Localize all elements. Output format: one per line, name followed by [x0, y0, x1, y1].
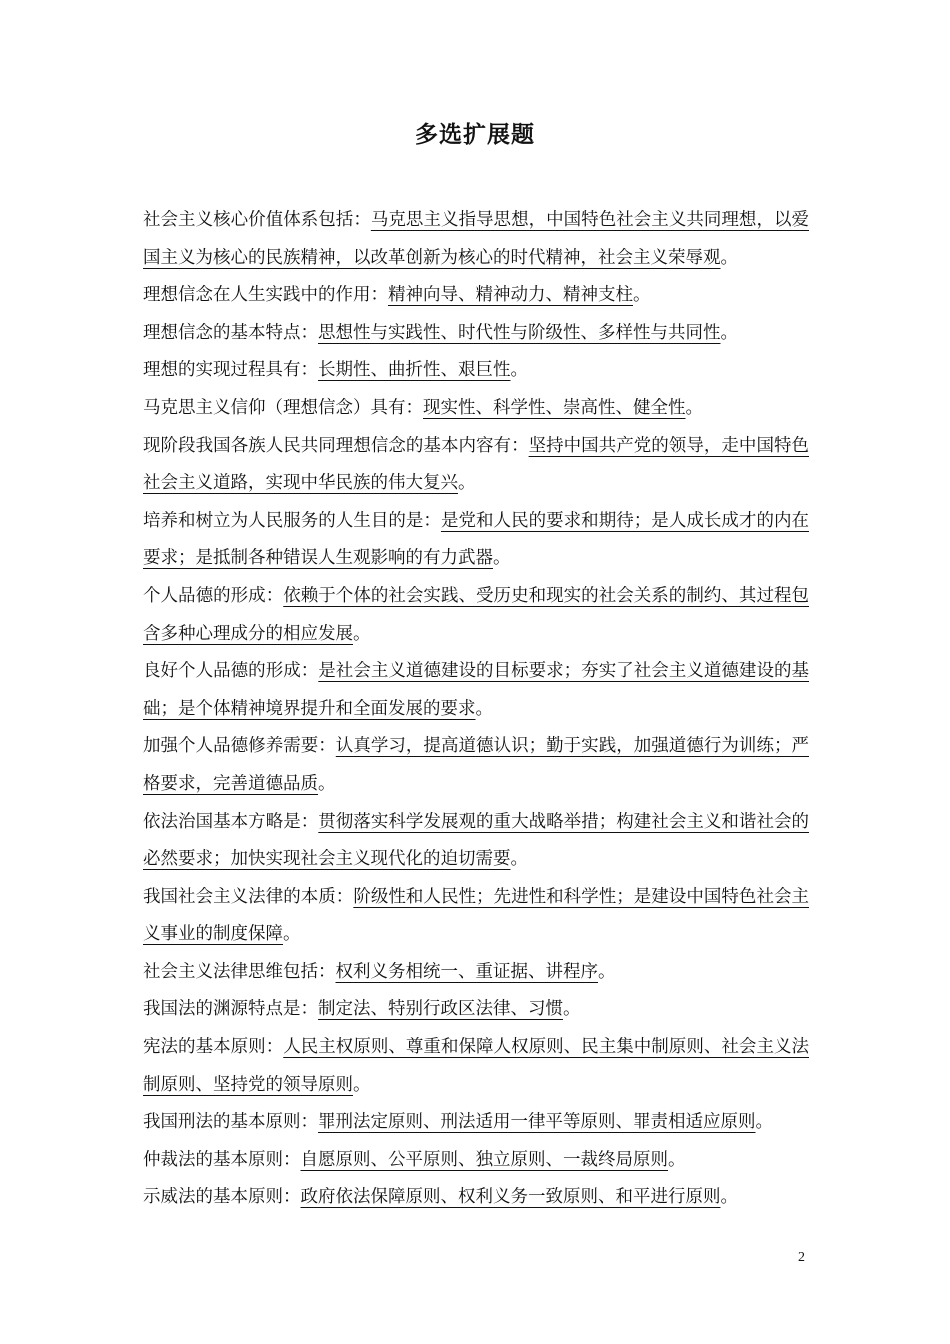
list-item [143, 653, 809, 728]
item-answer: 制定法、特别行政区法律、习惯 [318, 999, 563, 1020]
item-answer: 阶级性和人民性；先进性和科学性；是建设中国特色社会主义事业的制度保障 [143, 886, 810, 945]
item-end: 。 [475, 698, 493, 719]
list-item [143, 728, 809, 803]
item-answer: 是社会主义道德建设的目标要求；夯实了社会主义道德建设的基础；是个体精神境界提升和全面发展的要求 [143, 661, 810, 719]
list-item [143, 804, 809, 879]
list-item [143, 578, 809, 653]
list-item [143, 991, 809, 1029]
item-question: 良好个人品德的形成： [143, 661, 319, 682]
item-end: 。 [598, 961, 616, 982]
list-item [143, 1029, 809, 1104]
item-answer: 现实性、科学性、崇高性、健全性 [423, 397, 686, 418]
item-answer: 罪刑法定原则、刑法适用一律平等原则、罪责相适应原则 [318, 1112, 756, 1133]
item-question: 个人品德的形成： [143, 585, 284, 606]
item-end: 。 [668, 1149, 686, 1170]
item-end: 。 [510, 849, 528, 870]
item-answer: 贯彻落实科学发展观的重大战略举措；构建社会主义和谐社会的必然要求；加快实现社会主义现代化的迫切需要 [143, 811, 810, 870]
item-question: 培养和树立为人民服务的人生目的是： [143, 510, 441, 531]
item-end: 。 [720, 247, 738, 268]
item-end: 。 [458, 473, 476, 494]
list-item [143, 503, 809, 578]
item-end: 。 [353, 623, 371, 644]
list-item [143, 315, 809, 353]
list-item [143, 1142, 809, 1180]
item-end: 。 [755, 1112, 773, 1133]
item-answer: 是党和人民的要求和期待；是人成长成才的内在要求；是抵制各种错误人生观影响的有力武器 [143, 510, 810, 569]
item-question: 我国刑法的基本原则： [143, 1112, 318, 1133]
list-item [143, 352, 809, 390]
item-question: 理想的实现过程具有： [143, 360, 318, 381]
item-question: 理想信念的基本特点： [143, 322, 318, 343]
item-question: 宪法的基本原则： [143, 1037, 284, 1058]
item-question: 理想信念在人生实践中的作用： [143, 285, 388, 306]
list-item [143, 954, 809, 992]
item-question: 依法治国基本方略是： [143, 811, 319, 832]
list-item [143, 1104, 809, 1142]
item-question: 我国社会主义法律的本质： [143, 886, 354, 907]
item-question: 社会主义核心价值体系包括： [143, 210, 371, 230]
item-question: 示威法的基本原则： [143, 1187, 301, 1208]
item-answer: 人民主权原则、尊重和保障人权原则、民主集中制原则、社会主义法制原则、坚持党的领导原则 [143, 1037, 810, 1095]
item-end: 。 [283, 924, 301, 945]
item-question: 现阶段我国各族人民共同理想信念的基本内容有： [143, 435, 529, 456]
item-question: 社会主义法律思维包括： [143, 961, 336, 982]
item-question: 马克思主义信仰（理想信念）具有： [143, 397, 423, 418]
item-end: 。 [318, 773, 336, 794]
item-answer: 马克思主义指导思想，中国特色社会主义共同理想，以爱国主义为核心的民族精神，以改革创新为核心的时代精神，社会主义荣辱观 [143, 210, 810, 268]
item-end: 。 [563, 999, 581, 1020]
item-end: 。 [353, 1074, 371, 1095]
question-list [143, 202, 809, 1217]
item-question: 仲裁法的基本原则： [143, 1149, 301, 1170]
list-item [143, 1179, 809, 1217]
item-answer: 政府依法保障原则、权利义务一致原则、和平进行原则 [300, 1187, 721, 1208]
item-answer: 自愿原则、公平原则、独立原则、一裁终局原则 [300, 1149, 668, 1170]
item-question: 我国法的渊源特点是： [143, 999, 318, 1020]
list-item [143, 202, 809, 277]
item-answer: 坚持中国共产党的领导，走中国特色社会主义道路，实现中华民族的伟大复兴 [143, 435, 809, 494]
item-answer: 认真学习，提高道德认识；勤于实践，加强道德行为训练；严格要求，完善道德品质 [143, 736, 809, 794]
item-end: 。 [493, 548, 511, 569]
item-end: 。 [633, 285, 651, 306]
page-number: 2 [798, 1250, 805, 1265]
item-answer: 精神向导、精神动力、精神支柱 [388, 285, 633, 306]
item-end: 。 [720, 322, 738, 343]
item-question: 加强个人品德修养需要： [143, 736, 336, 757]
item-answer: 权利义务相统一、重证据、讲程序 [335, 961, 598, 982]
item-end: 。 [510, 360, 528, 381]
list-item [143, 390, 809, 428]
item-end: 。 [720, 1187, 738, 1208]
item-answer: 思想性与实践性、时代性与阶级性、多样性与共同性 [318, 322, 721, 343]
page-title: 多选扩展题 [415, 122, 535, 148]
list-item [143, 277, 809, 315]
item-end: 。 [685, 397, 703, 418]
list-item [143, 879, 809, 954]
item-answer: 依赖于个体的社会实践、受历史和现实的社会关系的制约、其过程包含多种心理成分的相应发展 [143, 585, 810, 644]
item-answer: 长期性、曲折性、艰巨性 [318, 360, 511, 381]
list-item [143, 428, 809, 503]
